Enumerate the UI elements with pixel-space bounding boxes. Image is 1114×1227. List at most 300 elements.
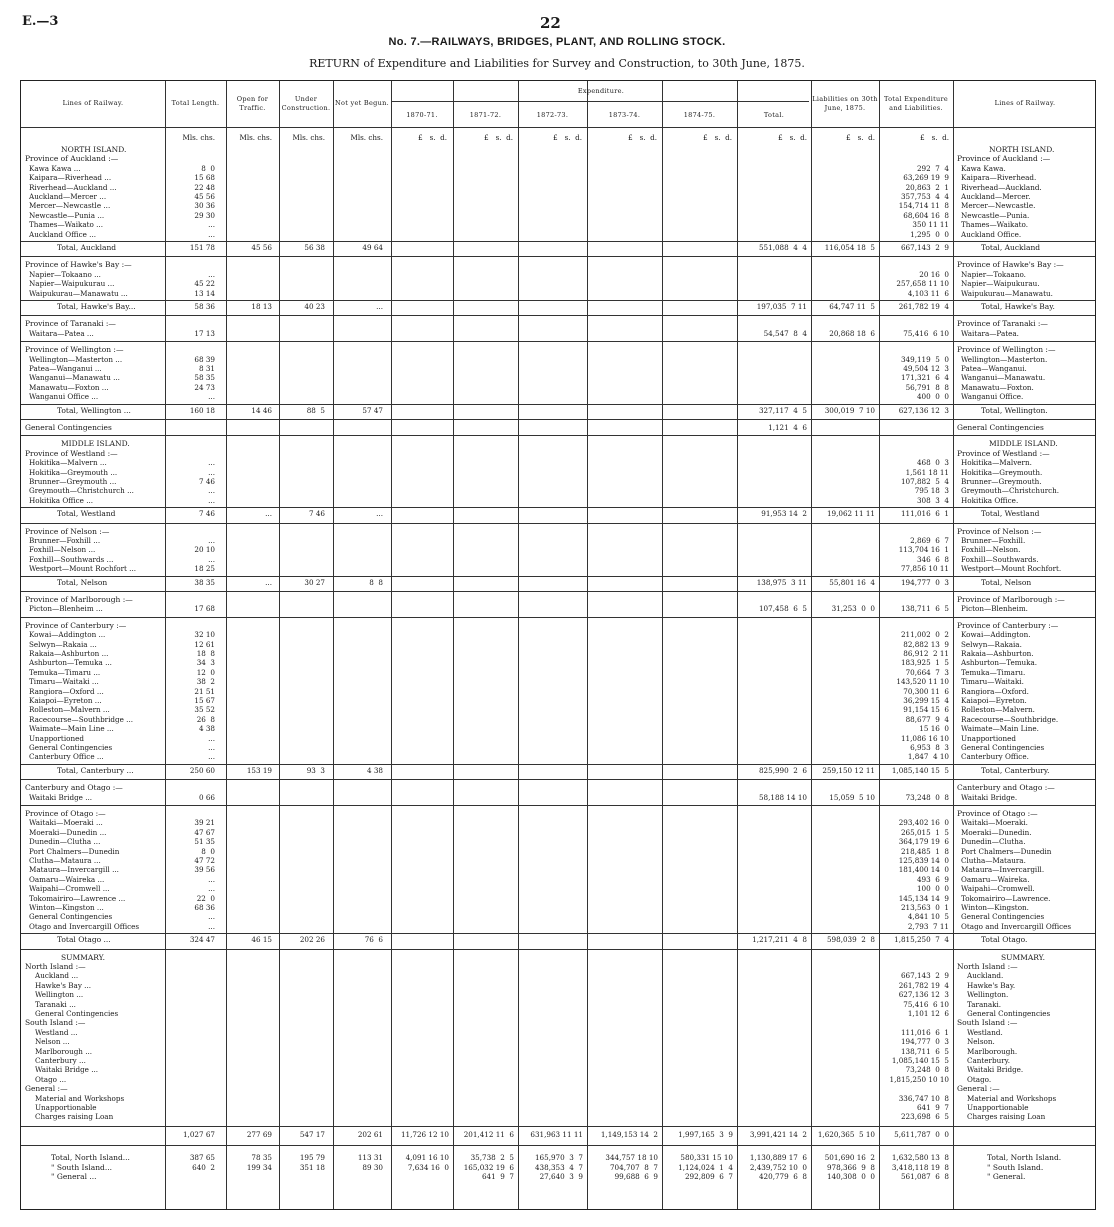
line-name-right: Hokitika—Greymouth. bbox=[961, 467, 1043, 477]
province-heading: General Contingencies bbox=[25, 423, 112, 432]
section-rule bbox=[21, 779, 1095, 780]
section-total-exp: 111,016 6 1 bbox=[900, 509, 949, 519]
summary-line: Westland ... bbox=[35, 1027, 78, 1037]
total-exp-cell: 36,299 15 4 bbox=[903, 696, 949, 705]
summary-group: General :— bbox=[25, 1084, 68, 1094]
summary-line: Material and Workshops bbox=[35, 1093, 125, 1103]
page-number: 22 bbox=[540, 14, 561, 32]
total-exp-cell: 82,882 13 9 bbox=[903, 639, 949, 649]
row-total-sum: 54,547 8 4 bbox=[763, 328, 807, 338]
province-heading: Province of Marlborough :— bbox=[25, 595, 133, 604]
total-exp-cell: 138,711 6 5 bbox=[900, 604, 949, 614]
total-exp-cell: 493 6 9 bbox=[916, 874, 949, 884]
summary-line: General Contingencies bbox=[35, 1009, 119, 1018]
total-length-cell: 15 68 bbox=[194, 173, 215, 183]
grand-total: 3,991,421 14 2 bbox=[749, 1129, 807, 1139]
line-name: Otago and Invercargill Offices bbox=[29, 921, 140, 931]
line-name-right: Winton—Kingston. bbox=[961, 903, 1029, 912]
total-exp-cell: 100 0 0 bbox=[916, 884, 949, 894]
final-exp-cell: 1,632,580 13 8 bbox=[891, 1153, 949, 1163]
total-exp-cell: 308 3 4 bbox=[916, 495, 949, 505]
total-exp-cell: 49,504 12 3 bbox=[903, 364, 949, 373]
summary-group: North Island :— bbox=[25, 962, 86, 971]
final-liab-cell: 140,308 0 0 bbox=[826, 1172, 875, 1181]
col-header-lines: Lines of Railway. bbox=[62, 99, 124, 107]
final-total-label: Total, North Island... bbox=[51, 1153, 130, 1163]
section-total-label-right: Total, Auckland bbox=[981, 243, 1041, 252]
section-total-label: Total Otago ... bbox=[57, 935, 111, 945]
summary-line-right: Taranaki. bbox=[967, 999, 1002, 1009]
province-heading-right: Province of Marlborough :— bbox=[957, 595, 1065, 604]
section-total-label: Total, Nelson bbox=[57, 577, 108, 587]
total-length-cell: ... bbox=[208, 912, 215, 922]
final-total-cell: 1,130,889 17 6 bbox=[749, 1153, 807, 1163]
section-rule bbox=[21, 315, 1095, 316]
section-total-open: ... bbox=[265, 509, 272, 519]
grand-exp: 5,611,787 0 0 bbox=[894, 1129, 949, 1139]
units-not-begun: Mls. chs. bbox=[350, 133, 383, 142]
total-exp-cell: 88,677 9 4 bbox=[905, 714, 949, 724]
summary-line-right: Hawke's Bay. bbox=[967, 980, 1016, 990]
line-name: Brunner—Greymouth ... bbox=[29, 477, 117, 486]
summary-heading-right: SUMMARY. bbox=[1001, 952, 1046, 962]
line-name: Auckland Office ... bbox=[29, 229, 97, 239]
summary-line: Wellington ... bbox=[35, 990, 84, 1000]
section-total-not-begun: ... bbox=[376, 509, 383, 519]
line-name: Timaru—Waitaki ... bbox=[29, 677, 99, 687]
total-exp-cell: 4,841 10 5 bbox=[907, 912, 949, 922]
summary-line: Marlborough ... bbox=[35, 1046, 93, 1056]
final-under-cell: 351 18 bbox=[299, 1162, 325, 1172]
total-exp-cell: 1,561 18 11 bbox=[905, 467, 949, 477]
row-liabilities: 15,059 5 10 bbox=[829, 792, 875, 802]
section-total-under: 202 26 bbox=[299, 935, 325, 945]
row-total-sum: 58,188 14 10 bbox=[758, 792, 807, 802]
summary-line-right: Wellington. bbox=[967, 990, 1009, 1000]
province-heading-right: Province of Westland :— bbox=[957, 448, 1050, 458]
section-total-liabilities: 55,801 16 4 bbox=[829, 577, 875, 587]
col-header-y1: 1870-71. bbox=[406, 111, 438, 119]
section-rule bbox=[21, 764, 1095, 765]
section-total-sum: 825,990 2 6 bbox=[758, 765, 807, 775]
total-exp-cell: 349,119 5 0 bbox=[900, 354, 949, 364]
line-name-right: Waimate—Main Line. bbox=[961, 724, 1039, 734]
line-name: Tokomairiro—Lawrence ... bbox=[29, 893, 126, 903]
line-name-right: Auckland—Mercer. bbox=[961, 192, 1031, 201]
line-name: Picton—Blenheim ... bbox=[29, 604, 103, 614]
line-name-right: Mataura—Invercargill. bbox=[961, 865, 1045, 875]
col-divider bbox=[953, 81, 954, 1209]
section-total-open: ... bbox=[265, 577, 272, 587]
total-length-cell: 21 51 bbox=[194, 686, 215, 696]
summary-line: Canterbury ... bbox=[35, 1056, 86, 1065]
total-length-cell: 4 38 bbox=[198, 724, 215, 734]
line-name-right: General Contingencies bbox=[961, 912, 1045, 922]
line-name: Patea—Wanganui ... bbox=[29, 364, 102, 373]
total-length-cell: 30 36 bbox=[194, 201, 215, 211]
summary-exp-cell: 138,711 6 5 bbox=[900, 1046, 949, 1056]
final-total-label: " General ... bbox=[51, 1172, 97, 1181]
final-total-label-right: " South Island. bbox=[987, 1162, 1044, 1172]
line-name: Thames—Waikato ... bbox=[29, 220, 103, 230]
summary-exp-cell: 75,416 6 10 bbox=[903, 999, 949, 1009]
line-name-right: Greymouth—Christchurch. bbox=[961, 486, 1060, 496]
section-rule bbox=[21, 435, 1095, 436]
section-total-not-begun: ... bbox=[376, 302, 383, 311]
section-rule bbox=[21, 300, 1095, 301]
summary-line: Taranaki ... bbox=[35, 999, 76, 1009]
units-open: Mls. chs. bbox=[239, 133, 272, 142]
total-length-cell: 17 13 bbox=[194, 328, 215, 338]
units-length: Mls. chs. bbox=[182, 133, 215, 142]
grand-under: 547 17 bbox=[299, 1129, 325, 1139]
total-exp-cell: 70,664 7 3 bbox=[905, 667, 949, 677]
total-length-cell: 12 0 bbox=[196, 667, 215, 677]
line-name: Newcastle—Punia ... bbox=[29, 210, 105, 220]
grand-not-begun: 202 61 bbox=[357, 1129, 383, 1139]
line-name: Mataura—Invercargill ... bbox=[29, 865, 119, 875]
total-exp-cell: 77,856 10 11 bbox=[900, 564, 949, 574]
section-total-not-begun: 8 8 bbox=[369, 577, 383, 587]
final-total-cell: 2,439,752 10 0 bbox=[749, 1162, 807, 1172]
section-total-length: 38 35 bbox=[194, 577, 215, 587]
province-heading: Canterbury and Otago :— bbox=[25, 783, 123, 793]
section-total-open: 14 46 bbox=[251, 405, 272, 415]
section-rule bbox=[21, 523, 1095, 524]
line-name: Hokitika Office ... bbox=[29, 495, 94, 505]
total-length-cell: 35 52 bbox=[194, 705, 215, 715]
line-name-right: Rakaia—Ashburton. bbox=[961, 649, 1034, 658]
province-heading: Province of Wellington :— bbox=[25, 345, 124, 355]
summary-group-right: General :— bbox=[957, 1084, 1000, 1094]
line-name: Canterbury Office ... bbox=[29, 752, 104, 762]
col-header-y3: 1872-73. bbox=[536, 111, 569, 119]
summary-exp-cell: 194,777 0 3 bbox=[900, 1037, 949, 1047]
line-name-right: Wanganui—Manawatu. bbox=[961, 373, 1046, 383]
section-total-sum: 138,975 3 11 bbox=[756, 577, 807, 587]
total-length-cell: ... bbox=[208, 536, 215, 545]
col-header-y2: 1871-72. bbox=[469, 111, 502, 119]
section-rule bbox=[21, 805, 1095, 806]
line-name-right: Napier—Waipukurau. bbox=[961, 279, 1040, 289]
line-name-right: Wanganui Office. bbox=[961, 392, 1024, 402]
section-total-sum: 1,217,211 4 8 bbox=[752, 935, 807, 945]
total-length-cell: 45 22 bbox=[194, 279, 215, 289]
total-exp-cell: 154,714 11 8 bbox=[898, 201, 949, 211]
total-length-cell: 12 61 bbox=[194, 639, 215, 649]
total-length-cell: 8 0 bbox=[201, 846, 215, 856]
total-length-cell: 68 39 bbox=[194, 354, 215, 364]
line-name-right: Clutha—Mataura. bbox=[961, 856, 1026, 865]
section-total-open: 153 19 bbox=[246, 765, 272, 775]
line-name-right: Waipahi—Cromwell. bbox=[961, 884, 1035, 894]
section-total-not-begun: 57 47 bbox=[362, 405, 383, 415]
total-length-cell: ... bbox=[208, 458, 215, 468]
section-total-under: 30 27 bbox=[304, 577, 325, 587]
section-total-not-begun: 49 64 bbox=[362, 243, 383, 252]
province-heading: Province of Hawke's Bay :— bbox=[25, 260, 132, 270]
section-total-exp: 261,782 19 4 bbox=[898, 302, 949, 311]
units-y2: £ s. d. bbox=[484, 133, 513, 142]
return-table bbox=[20, 80, 1096, 1210]
summary-line: Otago ... bbox=[35, 1074, 67, 1084]
line-name-right: Patea—Wanganui. bbox=[961, 364, 1027, 373]
section-total-label-right: Total, Nelson bbox=[981, 577, 1032, 587]
line-name-right: Port Chalmers—Dunedin bbox=[961, 846, 1052, 856]
section-total-length: 58 36 bbox=[194, 302, 215, 311]
summary-exp-cell: 73,248 0 8 bbox=[905, 1065, 949, 1075]
line-name-right: Selwyn—Rakaia. bbox=[961, 639, 1022, 649]
total-exp-cell: 20,863 2 1 bbox=[905, 182, 949, 192]
province-heading-right: Province of Wellington :— bbox=[957, 345, 1056, 355]
final-y3-cell: 27,640 3 9 bbox=[539, 1172, 583, 1181]
total-exp-cell: 211,002 0 2 bbox=[900, 630, 949, 640]
section-total-liabilities: 300,019 7 10 bbox=[824, 405, 875, 415]
province-heading: Province of Canterbury :— bbox=[25, 620, 127, 630]
summary-heading: SUMMARY. bbox=[61, 952, 106, 962]
total-exp-cell: 63,269 19 9 bbox=[903, 173, 949, 183]
line-name: Foxhill—Southwards ... bbox=[29, 554, 114, 564]
total-length-cell: 68 36 bbox=[194, 903, 215, 912]
summary-exp-cell: 1,101 12 6 bbox=[907, 1009, 949, 1018]
province-heading: Province of Nelson :— bbox=[25, 526, 110, 536]
summary-group: South Island :— bbox=[25, 1018, 86, 1028]
line-name-right: Unapportioned bbox=[961, 733, 1016, 743]
final-y5-cell: 1,124,024 1 4 bbox=[678, 1162, 733, 1172]
section-total-length: 151 78 bbox=[189, 243, 215, 252]
line-name-right: Hokitika—Malvern. bbox=[961, 458, 1032, 468]
line-name-right: Kawa Kawa. bbox=[961, 163, 1006, 173]
section-total-open: 45 56 bbox=[251, 243, 272, 252]
units-total: £ s. d. bbox=[778, 133, 807, 142]
final-exp-cell: 3,418,118 19 8 bbox=[891, 1162, 949, 1172]
total-length-cell: 15 67 bbox=[194, 696, 215, 705]
total-length-cell: 24 73 bbox=[194, 382, 215, 392]
document-ref: E.—3 bbox=[22, 14, 59, 29]
summary-line-right: Material and Workshops bbox=[967, 1093, 1057, 1103]
line-name: Hokitika—Malvern ... bbox=[29, 458, 107, 468]
line-name: Napier—Tokaano ... bbox=[29, 269, 101, 279]
section-rule bbox=[21, 507, 1095, 508]
line-name: General Contingencies bbox=[29, 743, 113, 752]
line-name-right: Newcastle—Punia. bbox=[961, 210, 1030, 220]
section-rule bbox=[21, 933, 1095, 934]
province-heading-right: Province of Otago :— bbox=[957, 809, 1038, 818]
units-y1: £ s. d. bbox=[418, 133, 447, 142]
grand-y1: 11,726 12 10 bbox=[400, 1129, 449, 1139]
line-name-right: Wellington—Masterton. bbox=[961, 354, 1048, 364]
province-heading-right: Province of Nelson :— bbox=[957, 526, 1042, 536]
summary-line-right: Otago. bbox=[967, 1074, 992, 1084]
line-name-right: Riverhead—Auckland. bbox=[961, 182, 1042, 192]
line-name-right: Mercer—Newcastle. bbox=[961, 201, 1036, 211]
grand-y2: 201,412 11 6 bbox=[463, 1129, 514, 1139]
summary-line-right: Auckland. bbox=[967, 971, 1004, 981]
summary-exp-cell: 1,085,140 15 5 bbox=[891, 1056, 949, 1065]
line-name-right: Napier—Tokaano. bbox=[961, 269, 1026, 279]
total-exp-cell: 113,704 16 1 bbox=[898, 545, 949, 555]
final-y3-cell: 165,970 3 7 bbox=[534, 1153, 583, 1163]
line-name-right: Brunner—Greymouth. bbox=[961, 477, 1042, 486]
total-length-cell: ... bbox=[208, 229, 215, 239]
expenditure-rule bbox=[391, 101, 809, 102]
section-total-length: 324 47 bbox=[189, 935, 215, 945]
summary-line-right: Westland. bbox=[967, 1027, 1003, 1037]
total-length-cell: 0 66 bbox=[198, 792, 215, 802]
total-length-cell: ... bbox=[208, 392, 215, 402]
island-heading-right: MIDDLE ISLAND. bbox=[989, 439, 1058, 449]
line-name: Foxhill—Nelson ... bbox=[29, 545, 96, 555]
section-total-liabilities: 259,150 12 11 bbox=[822, 765, 875, 775]
section-total-liabilities: 598,039 2 8 bbox=[826, 935, 875, 945]
line-name: Kaiapoi—Eyreton ... bbox=[29, 696, 102, 705]
col-divider bbox=[518, 81, 519, 1209]
line-name: Racecourse—Southbridge ... bbox=[29, 714, 134, 724]
section-total-label-right: Total, Canterbury. bbox=[981, 765, 1050, 775]
section-total-under: 93 3 bbox=[306, 765, 325, 775]
section-total-not-begun: 4 38 bbox=[366, 765, 383, 775]
line-name: General Contingencies bbox=[29, 912, 113, 922]
total-length-cell: 45 56 bbox=[194, 192, 215, 201]
summary-group-right: North Island :— bbox=[957, 962, 1018, 971]
total-length-cell: 39 21 bbox=[194, 818, 215, 828]
total-length-cell: 13 14 bbox=[194, 288, 215, 298]
line-name-right: Rolleston—Malvern. bbox=[961, 705, 1035, 715]
col-divider bbox=[453, 81, 454, 1209]
total-length-cell: ... bbox=[208, 220, 215, 230]
total-exp-cell: 15 16 0 bbox=[919, 724, 949, 734]
summary-line: Charges raising Loan bbox=[35, 1112, 114, 1122]
section-total-length: 7 46 bbox=[198, 509, 215, 519]
total-exp-cell: 107,882 5 4 bbox=[900, 477, 949, 486]
line-name-right: Ashburton—Temuka. bbox=[961, 658, 1038, 668]
province-heading: Province of Westland :— bbox=[25, 448, 118, 458]
row-total-sum: 107,458 6 5 bbox=[758, 604, 807, 614]
summary-line-right: Canterbury. bbox=[967, 1056, 1011, 1065]
section-total-label-right: Total, Wellington. bbox=[981, 405, 1048, 415]
total-exp-cell: 70,300 11 6 bbox=[903, 686, 949, 696]
section-rule bbox=[21, 617, 1095, 618]
total-length-cell: 8 0 bbox=[201, 163, 215, 173]
line-name: Hokitika—Greymouth ... bbox=[29, 467, 118, 477]
summary-line-right: Waitaki Bridge. bbox=[967, 1065, 1024, 1075]
line-name: Waitara—Patea ... bbox=[29, 328, 94, 338]
summary-exp-cell: 667,143 2 9 bbox=[900, 971, 949, 981]
section-rule bbox=[21, 404, 1095, 405]
final-notbegun-cell: 89 30 bbox=[362, 1162, 383, 1172]
line-name-right: Brunner—Foxhill. bbox=[961, 536, 1026, 545]
final-open-cell: 199 34 bbox=[246, 1162, 272, 1172]
section-total-liabilities: 19,062 11 11 bbox=[826, 509, 875, 519]
final-liab-cell: 501,690 16 2 bbox=[824, 1153, 875, 1163]
total-exp-cell: 346 6 8 bbox=[916, 554, 949, 564]
line-name-right: Manawatu—Foxton. bbox=[961, 382, 1034, 392]
total-length-cell: 47 72 bbox=[194, 856, 215, 865]
section-total-label-right: Total Otago. bbox=[981, 935, 1028, 945]
section-total-exp: 1,815,250 7 4 bbox=[894, 935, 949, 945]
section-total-under: 7 46 bbox=[308, 509, 325, 519]
summary-exp-cell: 1,815,250 10 10 bbox=[889, 1074, 949, 1084]
total-exp-cell: 68,604 16 8 bbox=[903, 210, 949, 220]
section-total-label-right: Total, Westland bbox=[981, 509, 1040, 519]
summary-group-right: South Island :— bbox=[957, 1018, 1018, 1028]
col-header-open: Open for Traffic. bbox=[236, 95, 269, 112]
final-total-label-right: " General. bbox=[987, 1172, 1026, 1181]
col-header-total-length: Total Length. bbox=[171, 99, 220, 107]
total-length-cell: 26 8 bbox=[196, 714, 215, 724]
province-heading-right: Province of Canterbury :— bbox=[957, 620, 1059, 630]
total-length-cell: 17 68 bbox=[194, 604, 215, 614]
units-under: Mls. chs. bbox=[292, 133, 325, 142]
section-total-label: Total, Hawke's Bay... bbox=[57, 302, 136, 311]
section-total-label: Total, Canterbury ... bbox=[57, 765, 134, 775]
line-name: Riverhead—Auckland ... bbox=[29, 182, 117, 192]
line-name-right: Picton—Blenheim. bbox=[961, 604, 1028, 614]
island-heading: NORTH ISLAND. bbox=[61, 145, 127, 154]
line-name: Waipukurau—Manawatu ... bbox=[29, 288, 128, 298]
summary-exp-cell: 641 9 7 bbox=[916, 1103, 949, 1112]
section-total-open: 18 13 bbox=[251, 302, 272, 311]
final-y2-cell: 641 9 7 bbox=[481, 1172, 514, 1181]
total-length-cell: ... bbox=[208, 495, 215, 505]
section-total-under: 88 5 bbox=[306, 405, 325, 415]
line-name-right: Dunedin—Clutha. bbox=[961, 837, 1026, 847]
line-name: Auckland—Mercer ... bbox=[29, 192, 107, 201]
total-exp-cell: 86,912 2 11 bbox=[903, 649, 949, 658]
total-length-cell: ... bbox=[208, 874, 215, 884]
page-title: No. 7.—RAILWAYS, BRIDGES, PLANT, AND ROLLING STOCK. bbox=[388, 36, 726, 48]
final-length-cell: 640 2 bbox=[192, 1162, 215, 1172]
line-name: Clutha—Mataura ... bbox=[29, 856, 101, 865]
total-exp-cell: 2,869 6 7 bbox=[910, 536, 949, 545]
line-name: Kaipara—Riverhead ... bbox=[29, 173, 112, 183]
total-exp-cell: 364,179 19 6 bbox=[898, 837, 949, 847]
line-name: Waimate—Main Line ... bbox=[29, 724, 114, 734]
col-divider bbox=[662, 81, 663, 1209]
line-name-right: Westport—Mount Rochfort. bbox=[961, 564, 1062, 574]
section-rule bbox=[21, 419, 1095, 420]
total-length-cell: 51 35 bbox=[194, 837, 215, 847]
total-exp-cell: 265,015 1 5 bbox=[900, 827, 949, 837]
summary-exp-cell: 223,698 6 5 bbox=[900, 1112, 949, 1122]
island-heading-right: NORTH ISLAND. bbox=[989, 145, 1055, 154]
total-exp-cell: 257,658 11 10 bbox=[896, 279, 949, 289]
line-name-right: Foxhill—Southwards. bbox=[961, 554, 1039, 564]
section-total-sum: 197,035 7 11 bbox=[756, 302, 807, 311]
grand-y5: 1,997,165 3 9 bbox=[678, 1129, 733, 1139]
col-header-total-exp: Total Expenditure and Liabilities. bbox=[883, 95, 949, 112]
province-heading-right: Province of Auckland :— bbox=[957, 154, 1051, 164]
final-open-cell: 78 35 bbox=[251, 1153, 272, 1163]
line-name: Wanganui—Manawatu ... bbox=[29, 373, 120, 383]
total-length-cell: 7 46 bbox=[198, 477, 215, 486]
line-name-right: Moeraki—Dunedin. bbox=[961, 827, 1032, 837]
line-name: Greymouth—Christchurch ... bbox=[29, 486, 134, 496]
total-exp-cell: 73,248 0 8 bbox=[905, 792, 949, 802]
total-exp-cell: 293,402 16 0 bbox=[898, 818, 949, 828]
row-liabilities: 20,868 18 6 bbox=[829, 328, 875, 338]
line-name-right: Rangiora—Oxford. bbox=[961, 686, 1029, 696]
final-under-cell: 195 79 bbox=[299, 1153, 325, 1163]
line-name-right: Timaru—Waitaki. bbox=[961, 677, 1024, 687]
total-exp-cell: 350 11 11 bbox=[912, 220, 949, 230]
total-length-cell: ... bbox=[208, 733, 215, 743]
total-exp-cell: 143,520 11 10 bbox=[896, 677, 949, 687]
total-length-cell: 20 10 bbox=[194, 545, 215, 555]
final-y4-cell: 344,757 18 10 bbox=[605, 1153, 658, 1163]
section-total-sum: 551,088 4 4 bbox=[758, 243, 807, 252]
total-exp-cell: 6,953 8 3 bbox=[910, 743, 949, 752]
